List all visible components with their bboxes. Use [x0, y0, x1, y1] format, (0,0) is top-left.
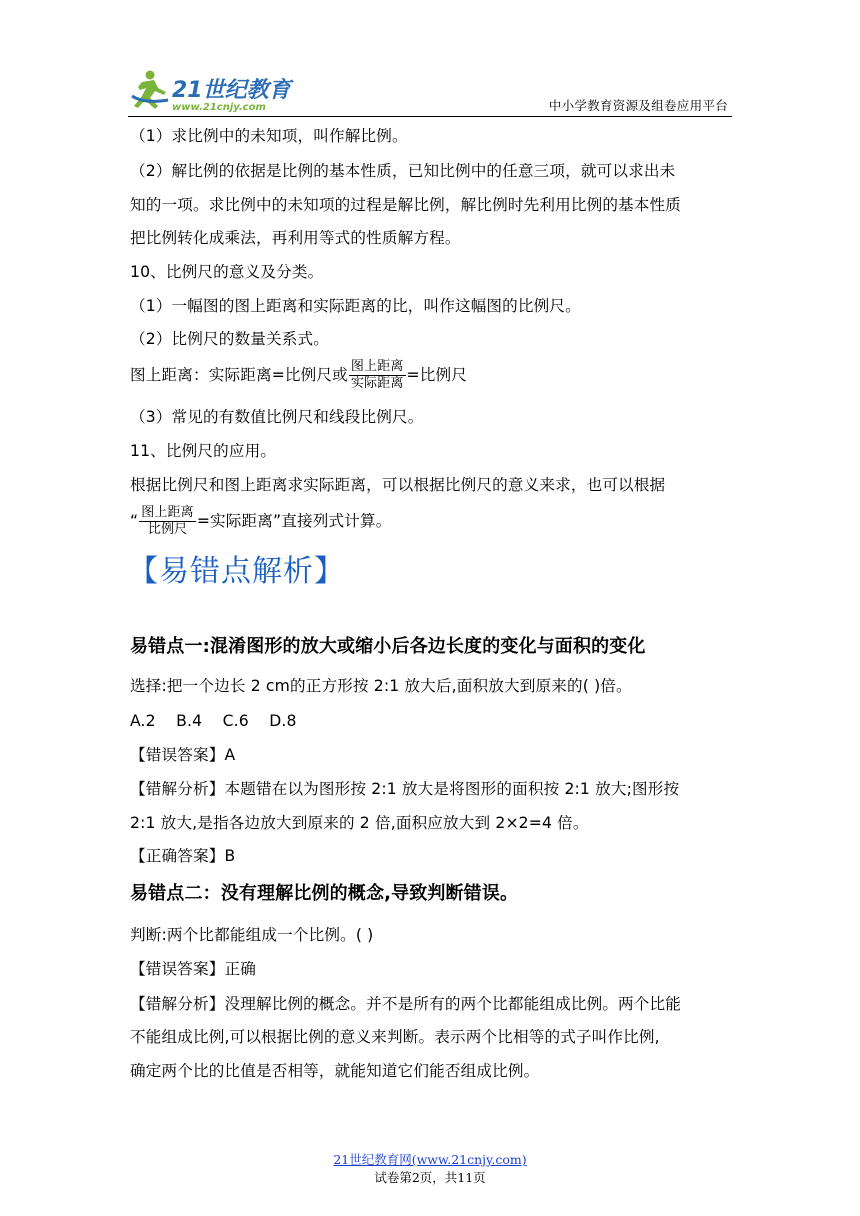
- page-header: [128, 66, 732, 118]
- fraction-denominator: 实际距离: [350, 376, 404, 391]
- fraction: [349, 359, 406, 392]
- error-point-2-analysis: 不能组成比例,可以根据比例的意义来判断。表示两个比相等的式子叫作比例,: [130, 1028, 660, 1046]
- error-point-1-analysis: 2:1 放大,是指各边放大到原来的 2 倍,面积应放大到 2×2=4 倍。: [130, 814, 589, 832]
- text-line: 11、比例尺的应用。: [130, 442, 277, 460]
- formula-text: =实际距离”直接列式计算。: [196, 512, 392, 530]
- text-line: 10、比例尺的意义及分类。: [130, 263, 324, 281]
- logo-url: www.21cnjy.com: [172, 102, 266, 113]
- text-line: （2）解比例的依据是比例的基本性质，已知比例中的任意三项，就可以求出未: [130, 162, 676, 180]
- formula-line: [130, 358, 467, 392]
- error-point-1-title: 易错点一:混淆图形的放大或缩小后各边长度的变化与面积的变化: [130, 636, 646, 657]
- error-point-2-question: 判断:两个比都能组成一个比例。( ): [130, 926, 374, 944]
- fraction-numerator: 图上距离: [141, 505, 194, 520]
- fraction: [139, 505, 196, 538]
- text-line: （2）比例尺的数量关系式。: [130, 330, 329, 348]
- error-point-1-options: A.2 B.4 C.6 D.8: [130, 712, 297, 730]
- section-title: 【易错点解析】: [128, 554, 345, 589]
- formula-text: “: [130, 512, 139, 530]
- header-rule: [128, 116, 732, 117]
- fraction-numerator: 图上距离: [350, 359, 404, 374]
- logo: [128, 66, 298, 116]
- formula-line: [130, 504, 391, 538]
- text-line: 把比例转化成乘法，再利用等式的性质解方程。: [130, 229, 461, 247]
- footer-link[interactable]: 21世纪教育网(www.21cnjy.com): [333, 1152, 527, 1167]
- fraction-denominator: 比例尺: [147, 522, 188, 537]
- text-line: （1）求比例中的未知项，叫作解比例。: [130, 127, 408, 145]
- error-point-1-wrong-answer: 【错误答案】A: [130, 746, 236, 764]
- text-line: 根据比例尺和图上距离求实际距离，可以根据比例尺的意义来求，也可以根据: [130, 476, 666, 494]
- error-point-1-correct-answer: 【正确答案】B: [130, 847, 236, 865]
- platform-label: 中小学教育资源及组卷应用平台: [548, 98, 728, 113]
- error-point-2-analysis: 确定两个比的比值是否相等，就能知道它们能否组成比例。: [130, 1062, 540, 1080]
- text-line: （1）一幅图的图上距离和实际距离的比，叫作这幅图的比例尺。: [130, 297, 581, 315]
- formula-text: =比例尺: [406, 366, 467, 384]
- page-number: 试卷第2页，共11页: [374, 1170, 486, 1185]
- error-point-1-question: 选择:把一个边长 2 cm的正方形按 2:1 放大后,面积放大到原来的( )倍。: [130, 677, 632, 695]
- error-point-2-wrong-answer: 【错误答案】正确: [130, 960, 256, 978]
- error-point-1-analysis: 【错解分析】本题错在以为图形按 2:1 放大是将图形的面积按 2:1 放大;图形按: [130, 780, 680, 798]
- logo-text: 21世纪教育: [172, 78, 291, 103]
- error-point-2-title: 易错点二：没有理解比例的概念,导致判断错误。: [130, 883, 519, 904]
- text-line: 知的一项。求比例中的未知项的过程是解比例，解比例时先利用比例的基本性质: [130, 196, 682, 214]
- error-point-2-analysis: 【错解分析】没理解比例的概念。并不是所有的两个比都能组成比例。两个比能: [130, 995, 682, 1013]
- text-line: （3）常见的有数值比例尺和线段比例尺。: [130, 408, 424, 426]
- formula-text: 图上距离：实际距离=比例尺或: [130, 366, 348, 384]
